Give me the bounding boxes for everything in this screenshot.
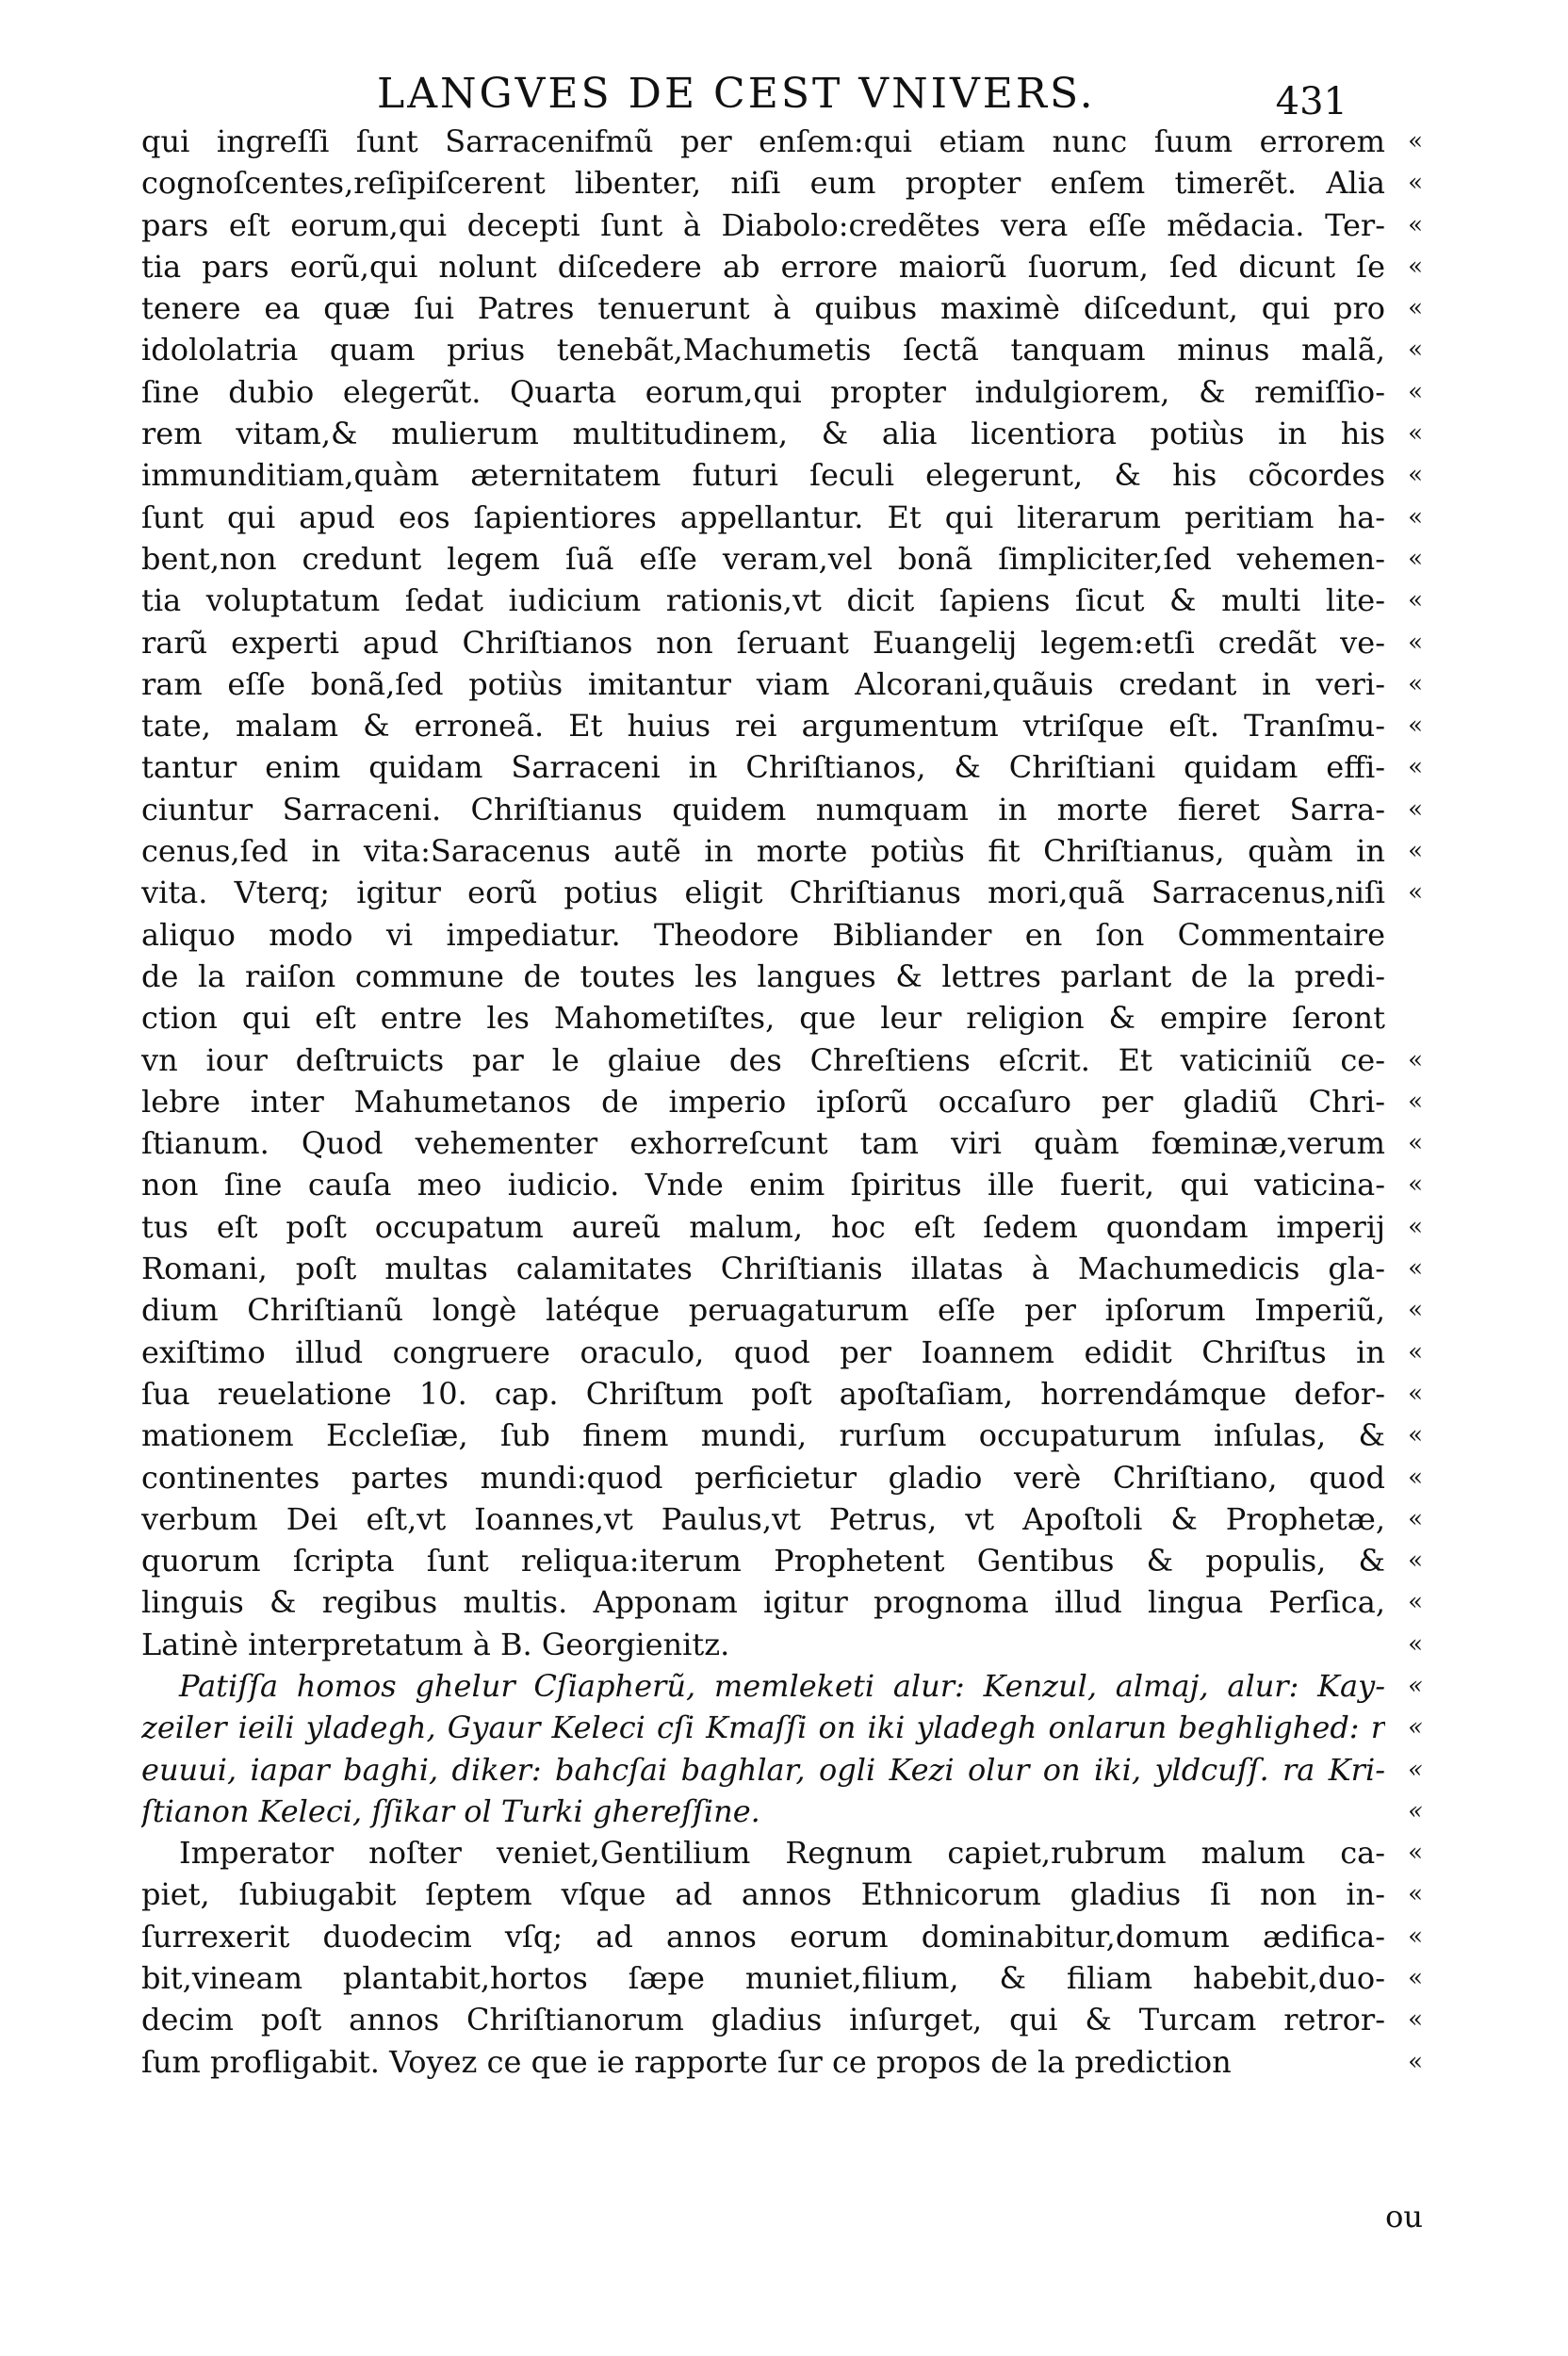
line-text: aliquo modo vi impediatur. Theodore Bibliander en ſon Commentaire [141, 916, 1385, 953]
line-text: exiſtimo illud congruere oraculo, quod per Ioannem edidit Chriſtus in [141, 1333, 1385, 1370]
line-text: ſua reuelatione 10. cap. Chriſtum poſt apoſtaſiam, horrendámque defor- [141, 1375, 1385, 1412]
line-text: rem vitam,& mulierum multitudinem, & alia licentiora potiùs in his [141, 416, 1385, 452]
line-text: tate, malam & erroneã. Et huius rei argumentum vtriſque eſt. Tranſmu- [141, 708, 1385, 744]
text-line [141, 997, 1423, 1039]
quotation-mark-icon: « [1408, 1045, 1423, 1074]
line-text: bit,vineam plantabit,hortos ſæpe muniet,filium, & filiam habebit,duo- [141, 1960, 1385, 1997]
page-number: 431 [1275, 80, 1348, 123]
text-line [141, 663, 1423, 705]
line-text: vn iour deſtruicts par le glaiue des Chreſtiens eſcrit. Et vaticiniũ ce- [141, 1041, 1385, 1078]
text-line [141, 1415, 1423, 1456]
text-line [141, 1832, 1423, 1873]
line-text: continentes partes mundi:quod perficietur gladio verè Chriſtiano, quod [141, 1459, 1385, 1496]
quotation-mark-icon: « [1408, 1755, 1423, 1784]
quotation-mark-icon: « [1408, 1337, 1423, 1366]
line-text: immunditiam,quàm æternitatem futuri ſeculi elegerunt, & his cõcordes [141, 457, 1385, 494]
text-line [141, 538, 1423, 580]
text-line [141, 1791, 1423, 1832]
quotation-mark-icon: « [1408, 1546, 1423, 1576]
quotation-mark-icon: « [1408, 753, 1423, 782]
text-line [141, 705, 1423, 746]
line-text: pars eſt eorum,qui decepti ſunt à Diabolo:credẽtes vera eſſe mẽdacia. Ter- [141, 206, 1385, 243]
quotation-mark-icon: « [1408, 127, 1423, 155]
text-line [141, 162, 1423, 204]
text-line [141, 2041, 1423, 2083]
quotation-mark-icon: « [1408, 461, 1423, 490]
text-line [141, 1081, 1423, 1122]
text-line [141, 622, 1423, 663]
text-line [141, 1540, 1423, 1581]
line-text: Latinè interpretatum à B. Georgienitz. [141, 1626, 730, 1662]
line-text: cognoſcentes,reſipiſcerent libenter, niſi eum propter enſem timerẽt. Alia [141, 165, 1385, 202]
quotation-mark-icon: « [1408, 1629, 1423, 1659]
text-line [141, 329, 1423, 370]
quotation-mark-icon: « [1408, 377, 1423, 406]
text-line [141, 872, 1423, 913]
text-line [141, 746, 1423, 788]
line-text: de la raiſon commune de toutes les langues & lettres parlant de la predi- [141, 957, 1385, 994]
line-text: non ſine cauſa meo iudicio. Vnde enim ſpiritus ille fuerit, qui vaticina- [141, 1167, 1385, 1203]
line-text: cenus,ſed in vita:Saracenus autẽ in morte potiùs fit Chriſtianus, quàm in [141, 833, 1385, 870]
text-line [141, 1373, 1423, 1415]
body-text [141, 121, 1423, 2083]
text-line [141, 830, 1423, 872]
text-line [141, 497, 1423, 538]
running-title: LANGVES DE CEST VNIVERS. [377, 70, 1096, 118]
text-line [141, 914, 1423, 956]
text-line [141, 1581, 1423, 1623]
text-line [141, 121, 1423, 162]
line-text: tenere ea quæ ſui Patres tenuerunt à quibus maximè diſcedunt, qui pro [141, 290, 1385, 327]
line-text: linguis & regibus multis. Apponam igitur prognoma illud lingua Perſica, [141, 1584, 1385, 1621]
line-text: piet, ſubiugabit ſeptem vſque ad annos Ethnicorum gladius ſi non in- [141, 1876, 1385, 1913]
line-text: mationem Eccleſiæ, ſub finem mundi, rurſum occupaturum inſulas, & [141, 1417, 1385, 1454]
line-text: ction qui eſt entre les Mahometiſtes, que leur religion & empire ſeront [141, 1000, 1385, 1037]
quotation-mark-icon: « [1408, 1880, 1423, 1909]
quotation-mark-icon: « [1408, 1839, 1423, 1868]
line-text: tantur enim quidam Sarraceni in Chriſtianos, & Chriſtiani quidam effi- [141, 749, 1385, 786]
line-text: idololatria quam prius tenebãt,Machumetis ſectã tanquam minus malã, [141, 332, 1385, 368]
text-line [141, 1916, 1423, 1957]
quotation-mark-icon: « [1408, 502, 1423, 532]
text-line [141, 1624, 1423, 1665]
quotation-mark-icon: « [1408, 252, 1423, 281]
line-text: tia voluptatum ſedat iudicium rationis,vt dicit ſapiens ſicut & multi lite- [141, 582, 1385, 619]
quotation-mark-icon: « [1408, 1296, 1423, 1325]
quotation-mark-icon: « [1408, 712, 1423, 741]
text-line [141, 1122, 1423, 1164]
quotation-mark-icon: « [1408, 210, 1423, 239]
line-text: rarũ experti apud Chriſtianos non ſeruant Euangelij legem:etſi credãt ve- [141, 624, 1385, 661]
page-header [377, 66, 1348, 123]
quotation-mark-icon: « [1408, 335, 1423, 365]
text-line [141, 1206, 1423, 1248]
quotation-mark-icon: « [1408, 794, 1423, 824]
line-text: euuui, iapar baghi, diker: bahcſai baghlar, ogli Kezi olur on iki, yldcuſſ. ra Kri- [141, 1751, 1385, 1788]
text-line [141, 1999, 1423, 2040]
quotation-mark-icon: « [1408, 1421, 1423, 1450]
line-text: quorum ſcripta ſunt reliqua:iterum Prophetent Gentibus & populis, & [141, 1543, 1385, 1579]
quotation-mark-icon: « [1408, 1129, 1423, 1158]
quotation-mark-icon: « [1408, 419, 1423, 449]
quotation-mark-icon: « [1408, 1671, 1423, 1700]
quotation-mark-icon: « [1408, 294, 1423, 323]
quotation-mark-icon: « [1408, 1588, 1423, 1617]
line-text: Romani, poſt multas calamitates Chriſtianis illatas à Machumedicis gla- [141, 1251, 1385, 1287]
text-line [141, 287, 1423, 329]
quotation-mark-icon: « [1408, 1504, 1423, 1533]
quotation-mark-icon: « [1408, 1170, 1423, 1200]
quotation-mark-icon: « [1408, 1713, 1423, 1742]
text-line [141, 1164, 1423, 1205]
text-line [141, 1289, 1423, 1331]
text-line [141, 205, 1423, 246]
catchword: ou [1385, 2199, 1423, 2234]
text-line [141, 956, 1423, 997]
line-text: tia pars eorũ,qui nolunt diſcedere ab errore maiorũ ſuorum, ſed dicunt ſe [141, 248, 1385, 285]
quotation-mark-icon: « [1408, 628, 1423, 657]
text-line [141, 1457, 1423, 1498]
text-line [141, 246, 1423, 287]
line-text: verbum Dei eſt,vt Ioannes,vt Paulus,vt Petrus, vt Apoſtoli & Prophetæ, [141, 1500, 1385, 1537]
text-line [141, 789, 1423, 830]
text-line [141, 1957, 1423, 1999]
quotation-mark-icon: « [1408, 669, 1423, 698]
line-text: decim poſt annos Chriſtianorum gladius inſurget, qui & Turcam retror- [141, 2002, 1385, 2038]
quotation-mark-icon: « [1408, 837, 1423, 866]
quotation-mark-icon: « [1408, 2047, 1423, 2076]
quotation-mark-icon: « [1408, 2005, 1423, 2035]
text-line [141, 580, 1423, 621]
line-text: ſurrexerit duodecim vſq; ad annos eorum dominabitur,domum ædifica- [141, 1918, 1385, 1955]
text-line [141, 1248, 1423, 1289]
line-text: vita. Vterq; igitur eorũ potius eligit Chriſtianus mori,quã Sarracenus,niſi [141, 875, 1385, 911]
quotation-mark-icon: « [1408, 544, 1423, 573]
quotation-mark-icon: « [1408, 1463, 1423, 1492]
line-text: ſtianon Keleci, ſſikar ol Turki ghereſſine. [141, 1792, 760, 1829]
text-line [141, 454, 1423, 496]
text-line [141, 1039, 1423, 1081]
text-line [141, 413, 1423, 454]
text-line [141, 1665, 1423, 1707]
line-text: ſine dubio elegerũt. Quarta eorum,qui propter indulgiorem, & remiſſio- [141, 373, 1385, 410]
line-text: qui ingreſſi ſunt Sarracenifmũ per enſem:qui etiam nunc ſuum errorem [141, 123, 1385, 159]
quotation-mark-icon: « [1408, 1964, 1423, 1993]
quotation-mark-icon: « [1408, 169, 1423, 198]
line-text: bent,non credunt legem ſuã eſſe veram,vel bonã ſimpliciter,ſed vehemen- [141, 540, 1385, 577]
quotation-mark-icon: « [1408, 1212, 1423, 1241]
text-line [141, 1873, 1423, 1915]
quotation-mark-icon: « [1408, 1379, 1423, 1408]
quotation-mark-icon: « [1408, 878, 1423, 908]
line-text: Imperator noſter veniet,Gentilium Regnum capiet,rubrum malum ca- [179, 1835, 1385, 1872]
text-line [141, 371, 1423, 413]
line-text: zeiler ieili yladegh, Gyaur Keleci cſi Kmaſſi on iki yladegh onlarun beghlighed: r [141, 1710, 1385, 1746]
text-line [141, 1332, 1423, 1373]
quotation-mark-icon: « [1408, 586, 1423, 615]
line-text: tus eſt poſt occupatum aureũ malum, hoc eſt ſedem quondam imperij [141, 1208, 1385, 1245]
line-text: ciuntur Sarraceni. Chriſtianus quidem numquam in morte fieret Sarra- [141, 791, 1385, 827]
line-text: ram eſſe bonã,ſed potiùs imitantur viam Alcorani,quãuis credant in veri- [141, 665, 1385, 702]
line-text: ſtianum. Quod vehementer exhorreſcunt tam viri quàm fœminæ,verum [141, 1125, 1385, 1162]
quotation-mark-icon: « [1408, 1796, 1423, 1825]
line-text: Patiſſa homos ghelur Cſiapherũ, memleketi alur: Kenzul, almaj, alur: Kay- [179, 1667, 1385, 1704]
text-line [141, 1749, 1423, 1791]
line-text: dium Chriſtianũ longè latéque peruagaturum eſſe per ipſorum Imperiũ, [141, 1292, 1385, 1329]
text-line [141, 1498, 1423, 1540]
line-text: ſum profligabit. Voyez ce que ie rapporte ſur ce propos de la prediction [141, 2043, 1232, 2080]
line-text: lebre inter Mahumetanos de imperio ipſorũ occaſuro per gladiũ Chri- [141, 1083, 1385, 1120]
quotation-mark-icon: « [1408, 1922, 1423, 1951]
quotation-mark-icon: « [1408, 1254, 1423, 1284]
text-line [141, 1707, 1423, 1748]
line-text: ſunt qui apud eos ſapientiores appellantur. Et qui literarum peritiam ha- [141, 499, 1385, 535]
quotation-mark-icon: « [1408, 1087, 1423, 1116]
